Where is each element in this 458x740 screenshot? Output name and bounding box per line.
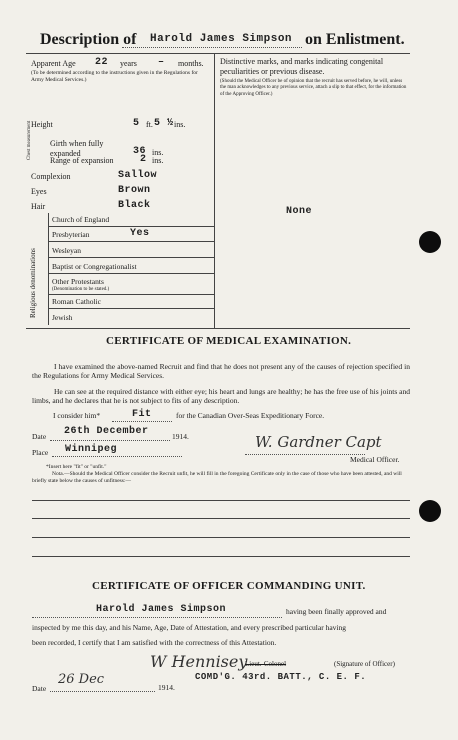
fit-value: Fit <box>132 409 152 420</box>
commanding-year: 1914. <box>158 683 175 692</box>
religion-rule <box>48 308 214 309</box>
punch-hole-bottom <box>419 500 441 522</box>
header-name: Harold James Simpson <box>150 33 293 45</box>
unfitness-line <box>32 556 410 557</box>
religions-label: Religious denominations <box>29 248 37 318</box>
table-center-divider <box>214 53 215 328</box>
eyes-label: Eyes <box>31 187 47 196</box>
insert-note: *Insert here "fit" or "unfit." <box>46 464 107 470</box>
medical-date-line <box>50 440 170 441</box>
apparent-age-label: Apparent Age <box>31 59 76 68</box>
religion-value: Yes <box>130 228 150 239</box>
medical-officer-signature: W. Gardner Capt <box>255 433 382 451</box>
religion-rule <box>48 294 214 295</box>
hair-label: Hair <box>31 202 46 211</box>
commanding-cert-title: CERTIFICATE OF OFFICER COMMANDING UNIT. <box>92 580 366 592</box>
header-description-of: Description of <box>40 31 137 48</box>
punch-hole-top <box>419 231 441 253</box>
religion-label: Baptist or Congregationalist <box>52 262 137 271</box>
header-name-line <box>122 47 302 48</box>
years-label: years <box>120 59 137 68</box>
months-label: months. <box>178 59 204 68</box>
commanding-date-line <box>50 691 155 692</box>
fit-line <box>112 421 172 422</box>
header-on-enlistment: on Enlistment. <box>305 31 405 48</box>
consider-label: I consider him* <box>53 411 101 420</box>
medical-cert-title: CERTIFICATE OF MEDICAL EXAMINATION. <box>106 335 352 347</box>
religion-rule <box>48 241 214 242</box>
range-unit: ins. <box>152 156 164 165</box>
commanding-date-label: Date <box>32 684 47 693</box>
medical-para-1: I have examined the above-named Recruit and find that he does not present any of the causes of rejection specified in the Regulations for Army Medical Services. <box>32 362 410 381</box>
height-in-label: ins. <box>174 120 186 129</box>
chest-label: Chest measurement <box>27 120 32 160</box>
commanding-name-line <box>32 617 282 618</box>
religion-label: Roman Catholic <box>52 297 101 306</box>
other-prot-note: (Denomination to be stated.) <box>52 287 110 292</box>
height-in-value: 5 ½ <box>154 118 174 129</box>
commanding-name-value: Harold James Simpson <box>96 604 227 615</box>
height-ft-label: ft. <box>146 120 153 129</box>
unfitness-line <box>32 537 410 538</box>
complexion-value: Sallow <box>118 170 158 181</box>
table-bottom-rule <box>26 328 410 329</box>
comd-value: COMD'G. 43rd. BATT., C. E. F. <box>195 672 367 682</box>
rank-label: Lieut.-Colonel <box>245 660 287 668</box>
medical-para-2: He can see at the required distance with either eye; his heart and lungs are healthy; he has the free use of his joints and limbs, and he declares that he is not subject to fits of any description. <box>32 387 410 406</box>
religion-label: Church of England <box>52 215 110 224</box>
medical-sig-line <box>245 454 365 455</box>
religion-label: Presbyterian <box>52 230 90 239</box>
age-value: 22 <box>95 57 109 68</box>
commanding-date-value: 26 Dec <box>58 672 105 687</box>
range-value: 2 <box>140 154 147 165</box>
medical-place-line <box>52 456 182 457</box>
officer-signature-label: (Signature of Officer) <box>334 660 395 668</box>
hair-value: Black <box>118 200 151 211</box>
nota-text: Nota.—Should the Medical Officer consider the Recruit unfit, he will fill in the foregoing Certificate only in the case of those who have been attested, and will briefly state below the causes of unfitness:— <box>32 471 402 484</box>
religion-label: Other Protestants <box>52 277 104 286</box>
commanding-line1-suffix: having been finally approved and <box>286 607 387 616</box>
distinctive-marks-note: (Should the Medical Officer be of opinion that the recruit has served before, he will, unless the man acknowledges to any previous service, attach a slip to that effect, for the information of the Approving Officer.) <box>220 79 407 97</box>
table-top-rule <box>26 53 410 54</box>
height-ft-value: 5 <box>133 118 140 129</box>
range-label: Range of expansion <box>50 156 114 165</box>
medical-officer-label: Medical Officer. <box>350 455 400 464</box>
medical-place-value: Winnipeg <box>65 444 118 455</box>
girth-label: Girth when fully expanded <box>50 139 104 158</box>
months-value: – <box>158 57 165 68</box>
religion-rule <box>48 226 214 227</box>
consider-suffix: for the Canadian Over-Seas Expeditionary Force. <box>176 411 325 420</box>
distinctive-marks-label: Distinctive marks, and marks indicating congenital peculiarities or previous disease. <box>220 57 384 76</box>
girth-unit: ins. <box>152 148 164 157</box>
religion-label: Jewish <box>52 313 73 322</box>
commanding-signature: W Hennisey <box>150 652 248 671</box>
medical-date-label: Date <box>32 432 47 441</box>
distinctive-marks-value: None <box>286 206 313 217</box>
medical-place-label: Place <box>32 448 49 457</box>
age-note: (To be determined according to the instructions given in the Regulations for Army Medical Services.) <box>31 70 198 83</box>
height-label: Height <box>31 120 53 129</box>
unfitness-line <box>32 518 410 519</box>
girth-value: 36 <box>133 146 147 157</box>
religion-label: Wesleyan <box>52 246 81 255</box>
medical-year: 1914. <box>172 432 189 441</box>
unfitness-line <box>32 500 410 501</box>
religion-rule <box>48 257 214 258</box>
religion-rule <box>48 273 214 274</box>
complexion-label: Complexion <box>31 172 71 181</box>
commanding-line3: been recorded, I certify that I am satisfied with the correctness of this Attestation. <box>32 638 277 647</box>
eyes-value: Brown <box>118 185 151 196</box>
medical-date-value: 26th December <box>64 426 149 437</box>
commanding-line2: inspected by me this day, and his Name, Age, Date of Attestation, and every prescribed particular having <box>32 623 347 632</box>
